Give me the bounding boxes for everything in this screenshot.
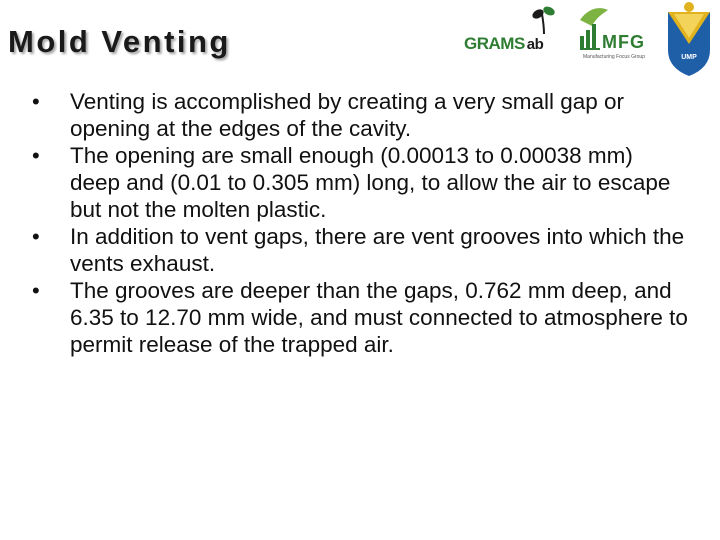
grams-logo-text: [464, 34, 543, 54]
bullet-list: [28, 88, 688, 358]
bullet-text: In addition to vent gaps, there are vent grooves into which the vents exhaust.: [70, 224, 685, 276]
slide-title: Mold Venting: [8, 24, 231, 59]
ump-shield-icon: [664, 0, 714, 78]
grams-lab-suffix: ab: [526, 36, 544, 53]
bullet-marker: •: [32, 278, 40, 303]
ump-logo: [664, 0, 714, 78]
bullet-item: [28, 142, 688, 223]
mfg-logo-subtitle: Manufacturing Focus Group: [583, 54, 645, 60]
bullet-text: The opening are small enough (0.00013 to 0.00038 mm) deep and (0.01 to 0.305 mm) long, to allow the air to escape but not the molten plastic.: [70, 143, 671, 222]
mfg-logo: [578, 6, 650, 64]
grams-word: GRAMS: [464, 34, 525, 53]
bullet-item: [28, 277, 688, 358]
bullet-text: Venting is accomplished by creating a very small gap or opening at the edges of the cavity.: [70, 89, 625, 141]
bullet-item: [28, 223, 688, 277]
bullet-marker: •: [32, 143, 40, 168]
ump-logo-text: UMP: [681, 54, 697, 61]
bullet-item: [28, 88, 688, 142]
bullet-text: The grooves are deeper than the gaps, 0.762 mm deep, and 6.35 to 12.70 mm wide, and must connected to atmosphere to permit release of the trapped air.: [70, 278, 688, 357]
sprout-icon: [530, 4, 558, 36]
bullet-marker: •: [32, 89, 40, 114]
bullet-marker: •: [32, 224, 40, 249]
mfg-logo-text: MFG: [602, 32, 645, 52]
logo-strip: [460, 0, 720, 80]
